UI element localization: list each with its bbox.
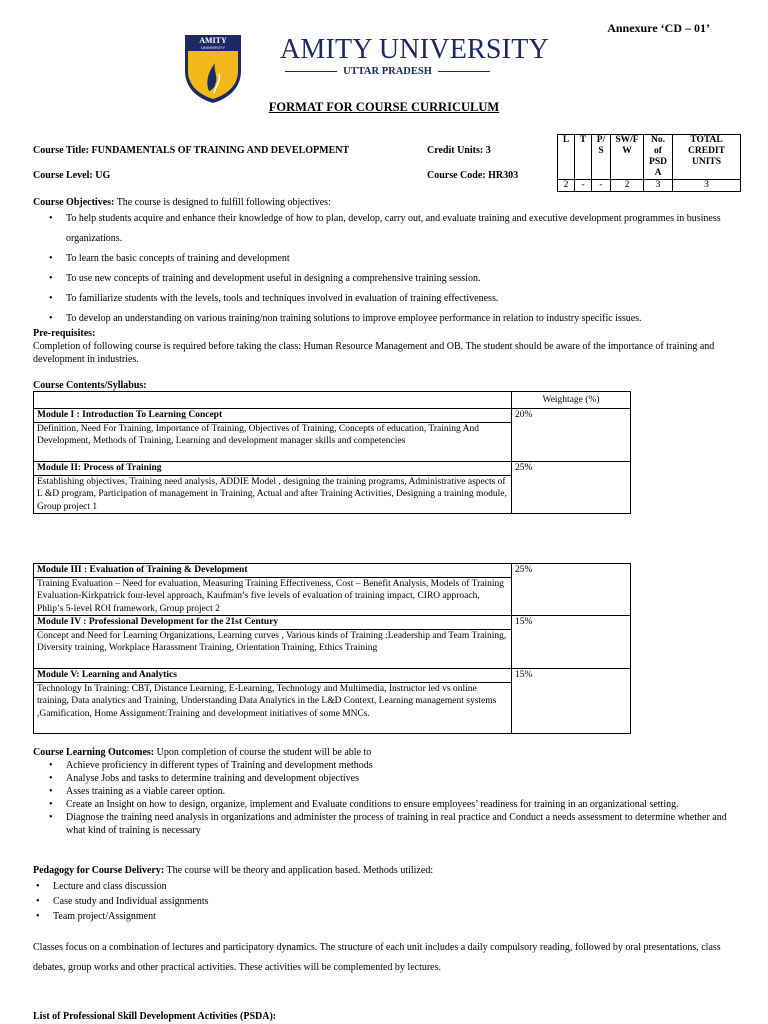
prerequisites-text: Completion of following course is required before taking the class: Human Resource Management and OB. The student should be aware of the importance of training and development in industries.	[33, 341, 715, 365]
credit-value-cell: 2	[558, 180, 575, 192]
credit-value-cell: 3	[673, 180, 741, 192]
outcomes-intro: Upon completion of course the student will be able to	[156, 747, 372, 758]
pedagogy-label: Pedagogy for Course Delivery:	[33, 865, 165, 876]
syllabus-header-blank	[34, 392, 512, 409]
module-weight: 25%	[512, 462, 631, 514]
credit-header-cell: No. of PSD A	[644, 135, 673, 180]
module-cell	[34, 669, 512, 734]
outcome-item: • Asses training as a viable career option.	[66, 785, 738, 798]
credit-table-header	[558, 135, 741, 180]
objective-item: • To develop an understanding on various training/non training solutions to improve employee performance in relation to industry specific issues.	[66, 309, 733, 329]
annexure-label: Annexure ‘CD – 01’	[607, 21, 710, 35]
format-title: FORMAT FOR COURSE CURRICULUM	[268, 100, 500, 114]
objective-item: • To familiarize students with the levels, tools and techniques involved in evaluation of training effectiveness.	[66, 289, 733, 309]
pedagogy-item: • Lecture and class discussion	[53, 879, 738, 894]
pedagogy-heading	[33, 864, 738, 877]
pedagogy-paragraph: Classes focus on a combination of lectures and participatory dynamics. The structure of each unit includes a daily compulsory reading, followed by oral presentations, class debates, group works and other practical activities. These activities will be complemented by lectures.	[33, 942, 721, 973]
psda-label: List of Professional Skill Development Activities (PSDA):	[33, 1011, 277, 1022]
outcome-item: • Create an Insight on how to design, organize, implement and Evaluate conditions to ensure employees’ readiness for training in an organizational setting.	[66, 798, 738, 811]
university-campus	[285, 66, 490, 77]
credit-value-cell: 2	[611, 180, 644, 192]
module-content: Establishing objectives, Training need analysis, ADDIE Model , designing the training programs, Administrative aspects of L &D program, Participation of management in Training, Actual and after Training Activities, Designing a training module, Group project 1	[37, 476, 507, 512]
objectives-list	[66, 209, 733, 329]
svg-text:UNIVERSITY: UNIVERSITY	[200, 45, 226, 50]
credit-value-cell: -	[592, 180, 611, 192]
objectives-section	[33, 196, 733, 329]
module-row	[34, 462, 631, 514]
module-content: Definition, Need For Training, Importance of Training, Objectives of Training, Concepts of education, Training And Development, Methods of Training, Learning and development manager skills and competencies	[37, 423, 479, 446]
university-name: AMITY UNIVERSITY	[280, 34, 549, 65]
course-level-value: UG	[95, 170, 111, 181]
amity-logo	[183, 33, 243, 105]
module-content: Technology In Training: CBT, Distance Learning, E-Learning, Technology and Multimedia, Instructor led vs online training, Data analytics and Training, Understanding Data Analytics in the L&D Context, Learning management systems ,Gamification, Home Assignment:Training and development initiatives of some MNCs.	[37, 683, 497, 719]
prerequisites-label: Pre-requisites:	[33, 328, 96, 339]
credit-header-cell: P/ S	[592, 135, 611, 180]
module-title: Module I : Introduction To Learning Concept	[34, 409, 511, 423]
module-weight: 25%	[512, 564, 631, 616]
module-title: Module II: Process of Training	[34, 462, 511, 476]
credit-header-cell: L	[558, 135, 575, 180]
module-row	[34, 669, 631, 734]
outcome-item: • Analyse Jobs and tasks to determine training and development objectives	[66, 772, 738, 785]
outcome-item: • Achieve proficiency in different types of Training and development methods	[66, 759, 738, 772]
svg-text:AMITY: AMITY	[199, 36, 227, 45]
module-row	[34, 409, 631, 462]
credit-table	[557, 134, 741, 192]
objective-item: • To use new concepts of training and development useful in designing a comprehensive training session.	[66, 269, 733, 289]
module-title: Module V: Learning and Analytics	[34, 669, 511, 683]
module-cell	[34, 462, 512, 514]
objectives-label: Course Objectives:	[33, 197, 115, 208]
module-cell	[34, 616, 512, 669]
course-code-value: HR303	[488, 170, 519, 181]
credit-units-label: Credit Units:	[427, 145, 484, 156]
pedagogy-list	[53, 879, 738, 924]
module-title: Module III : Evaluation of Training & Development	[34, 564, 511, 578]
weightage-header: Weightage (%)	[512, 392, 631, 409]
module-title: Module IV : Professional Development for the 21st Century	[34, 616, 511, 630]
course-title-label: Course Title:	[33, 145, 90, 156]
module-row	[34, 564, 631, 616]
module-weight: 15%	[512, 669, 631, 734]
credit-value-cell: -	[575, 180, 592, 192]
pedagogy-intro: The course will be theory and application based. Methods utilized:	[166, 865, 434, 876]
credit-table-values	[558, 180, 741, 192]
pedagogy-item: • Case study and Individual assignments	[53, 894, 738, 909]
pedagogy-item: • Team project/Assignment	[53, 909, 738, 924]
credit-units-value: 3	[485, 145, 491, 156]
module-content: Training Evaluation – Need for evaluation, Measuring Training Effectiveness, Cost – Benefit Analysis, Models of Training Evaluation-Kirkpatrick four-level approach, Kaufman’s five levels of evaluation of training impact, CIRO approach, Phlip’s 5-level ROI framework, Group project 2	[37, 578, 505, 614]
course-level-row	[33, 170, 110, 181]
outcomes-list	[66, 759, 738, 837]
module-weight: 20%	[512, 409, 631, 462]
syllabus-label: Course Contents/Syllabus:	[33, 380, 147, 391]
credit-header-cell: T	[575, 135, 592, 180]
module-cell	[34, 564, 512, 616]
module-content: Concept and Need for Learning Organizations, Learning curves , Various kinds of Training :Leadership and Team Training, Diversity training, Workplace Harassment Training, Orientation Training, Ethics Training	[37, 630, 507, 653]
divider-line	[285, 71, 337, 72]
objectives-heading	[33, 196, 733, 209]
course-level-label: Course Level:	[33, 170, 93, 181]
course-code-label: Course Code:	[427, 170, 486, 181]
divider-line	[438, 71, 490, 72]
module-row	[34, 616, 631, 669]
syllabus-table-2	[33, 563, 631, 734]
campus-text: UTTAR PRADESH	[343, 66, 432, 77]
credit-value-cell: 3	[644, 180, 673, 192]
objective-item: • To learn the basic concepts of training and development	[66, 249, 733, 269]
module-weight: 15%	[512, 616, 631, 669]
module-cell	[34, 409, 512, 462]
course-title-value: FUNDAMENTALS OF TRAINING AND DEVELOPMENT	[91, 145, 350, 156]
course-code-row	[427, 170, 518, 181]
outcomes-section	[33, 746, 738, 837]
syllabus-header-row	[34, 392, 631, 409]
pedagogy-section	[33, 864, 738, 924]
syllabus-table-1	[33, 391, 631, 514]
course-title-row	[33, 145, 349, 156]
credit-header-cell: SW/F W	[611, 135, 644, 180]
objectives-intro: The course is designed to fulfill following objectives:	[116, 197, 331, 208]
outcomes-heading	[33, 746, 738, 759]
objective-item: • To help students acquire and enhance their knowledge of how to plan, develop, carry out, and evaluate training and executive development programmes in business organizations.	[66, 209, 733, 249]
credit-header-cell: TOTAL CREDIT UNITS	[673, 135, 741, 180]
outcome-item: • Diagnose the training need analysis in organizations and administer the process of training in real practice and Conduct a needs assessment to determine whether and what kind of training is necessary	[66, 811, 738, 837]
outcomes-label: Course Learning Outcomes:	[33, 747, 155, 758]
credit-units-row	[427, 145, 491, 156]
prerequisites-section	[33, 327, 733, 366]
